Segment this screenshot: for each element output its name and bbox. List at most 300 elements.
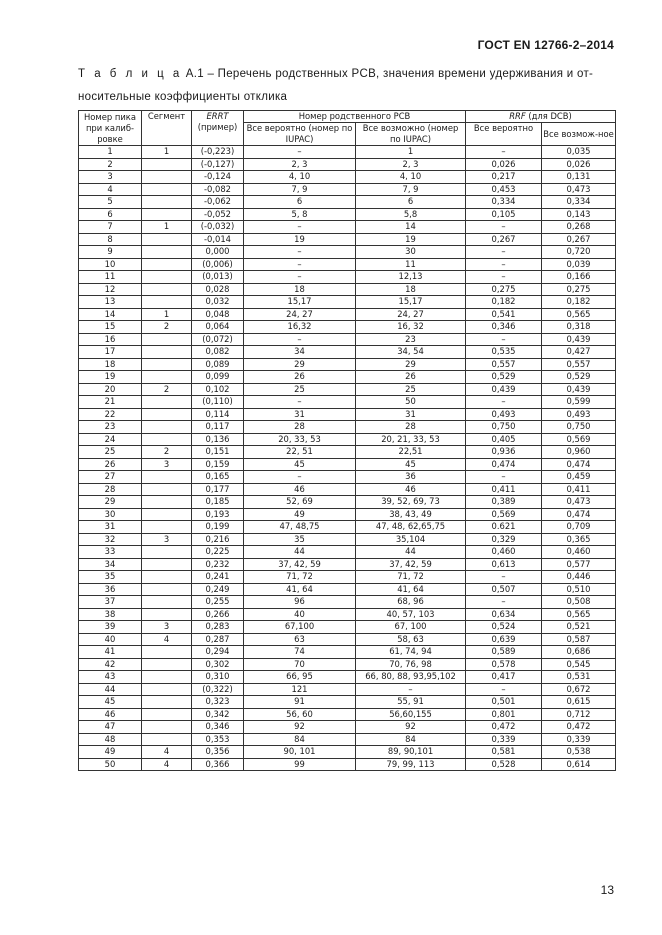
peak-no-cell: 14 — [79, 308, 142, 321]
rrf-possible-cell: 0,474 — [542, 458, 616, 471]
pcb-likely-cell: 7, 9 — [244, 183, 356, 196]
pcb-likely-cell: 22, 51 — [244, 446, 356, 459]
segment-cell — [142, 596, 192, 609]
peak-no-cell: 33 — [79, 546, 142, 559]
pcb-possible-cell: 68, 96 — [356, 596, 466, 609]
table-row — [79, 296, 616, 309]
segment-cell: 1 — [142, 308, 192, 321]
rrf-possible-cell: 0,493 — [542, 408, 616, 421]
pcb-likely-cell: 92 — [244, 721, 356, 734]
segment-cell — [142, 358, 192, 371]
rrf-possible-cell: 0,565 — [542, 608, 616, 621]
errt-cell: 0,225 — [192, 546, 244, 559]
peak-no-cell: 47 — [79, 721, 142, 734]
peak-no-cell: 30 — [79, 508, 142, 521]
peak-no-cell: 16 — [79, 333, 142, 346]
rrf-possible-cell: 0,750 — [542, 421, 616, 434]
segment-cell — [142, 183, 192, 196]
peak-no-cell: 50 — [79, 758, 142, 771]
rrf-likely-cell: 0,493 — [466, 408, 542, 421]
errt-cell: -0,082 — [192, 183, 244, 196]
rrf-likely-cell: 0,105 — [466, 208, 542, 221]
rrf-possible-cell: 0,720 — [542, 246, 616, 259]
table-row — [79, 558, 616, 571]
peak-no-cell: 45 — [79, 696, 142, 709]
pcb-likely-cell: 52, 69 — [244, 496, 356, 509]
rrf-likely-cell: – — [466, 258, 542, 271]
header-errt — [192, 111, 244, 146]
peak-no-cell: 25 — [79, 446, 142, 459]
peak-no-cell: 49 — [79, 746, 142, 759]
rrf-likely-cell: 0,634 — [466, 608, 542, 621]
peak-no-cell: 8 — [79, 233, 142, 246]
pcb-possible-cell: 15,17 — [356, 296, 466, 309]
peak-no-cell: 27 — [79, 471, 142, 484]
rrf-likely-cell: 0,501 — [466, 696, 542, 709]
pcb-possible-cell: 45 — [356, 458, 466, 471]
table-row — [79, 158, 616, 171]
segment-cell — [142, 371, 192, 384]
rrf-possible-cell: 0,365 — [542, 533, 616, 546]
errt-cell: (-0,223) — [192, 146, 244, 159]
table-row — [79, 608, 616, 621]
peak-no-cell: 10 — [79, 258, 142, 271]
pcb-likely-cell: – — [244, 221, 356, 234]
rrf-likely-cell: 0,936 — [466, 446, 542, 459]
segment-cell — [142, 233, 192, 246]
table-row — [79, 208, 616, 221]
segment-cell — [142, 271, 192, 284]
rrf-likely-cell: 0,460 — [466, 546, 542, 559]
table-row — [79, 396, 616, 409]
segment-cell — [142, 721, 192, 734]
rrf-possible-cell: 0,545 — [542, 658, 616, 671]
errt-cell: 0,099 — [192, 371, 244, 384]
pcb-possible-cell: 4, 10 — [356, 171, 466, 184]
header-pcb-possible: Все возможно (номер по IUPAC) — [356, 123, 466, 146]
pcb-likely-cell: 34 — [244, 346, 356, 359]
table-row — [79, 683, 616, 696]
peak-no-cell: 48 — [79, 733, 142, 746]
pcb-possible-cell: 66, 80, 88, 93,95,102 — [356, 671, 466, 684]
rrf-possible-cell: 0,473 — [542, 496, 616, 509]
table-caption — [78, 63, 618, 109]
pcb-likely-cell: 6 — [244, 196, 356, 209]
segment-cell: 2 — [142, 383, 192, 396]
pcb-likely-cell: – — [244, 396, 356, 409]
rrf-likely-cell: 0,453 — [466, 183, 542, 196]
errt-cell: 0,353 — [192, 733, 244, 746]
errt-cell: 0,114 — [192, 408, 244, 421]
peak-no-cell: 18 — [79, 358, 142, 371]
peak-no-cell: 38 — [79, 608, 142, 621]
pcb-possible-cell: 6 — [356, 196, 466, 209]
rrf-likely-cell: 0,528 — [466, 758, 542, 771]
caption-text: А.1 – Перечень родственных PCB, значения времени удерживания и от-носительные коэффициенты отклика — [78, 68, 594, 103]
rrf-likely-cell: 0,507 — [466, 583, 542, 596]
table-row — [79, 408, 616, 421]
rrf-likely-cell: 0.621 — [466, 521, 542, 534]
rrf-likely-cell: 0,535 — [466, 346, 542, 359]
rrf-possible-cell: 0,473 — [542, 183, 616, 196]
peak-no-cell: 1 — [79, 146, 142, 159]
pcb-likely-cell: 99 — [244, 758, 356, 771]
peak-no-cell: 3 — [79, 171, 142, 184]
pcb-likely-cell: 25 — [244, 383, 356, 396]
rrf-possible-cell: 0,529 — [542, 371, 616, 384]
pcb-possible-cell: 25 — [356, 383, 466, 396]
table-body — [79, 146, 616, 771]
table-row — [79, 596, 616, 609]
errt-cell: (0,013) — [192, 271, 244, 284]
pcb-likely-cell: 15,17 — [244, 296, 356, 309]
segment-cell — [142, 408, 192, 421]
errt-cell: 0,302 — [192, 658, 244, 671]
pcb-likely-cell: – — [244, 246, 356, 259]
table-row — [79, 271, 616, 284]
peak-no-cell: 28 — [79, 483, 142, 496]
rrf-likely-cell: 0,026 — [466, 158, 542, 171]
rrf-possible-cell: 0,577 — [542, 558, 616, 571]
pcb-likely-cell: – — [244, 271, 356, 284]
peak-no-cell: 6 — [79, 208, 142, 221]
errt-cell: 0,366 — [192, 758, 244, 771]
table-row — [79, 671, 616, 684]
table-row — [79, 533, 616, 546]
errt-cell: 0,082 — [192, 346, 244, 359]
rrf-possible-cell: 0,712 — [542, 708, 616, 721]
table-row — [79, 383, 616, 396]
peak-no-cell: 20 — [79, 383, 142, 396]
pcb-likely-cell: 91 — [244, 696, 356, 709]
pcb-likely-cell: 44 — [244, 546, 356, 559]
rrf-possible-cell: 0,182 — [542, 296, 616, 309]
peak-no-cell: 15 — [79, 321, 142, 334]
pcb-likely-cell: 19 — [244, 233, 356, 246]
peak-no-cell: 5 — [79, 196, 142, 209]
errt-cell: -0,124 — [192, 171, 244, 184]
peak-no-cell: 11 — [79, 271, 142, 284]
table-row — [79, 421, 616, 434]
rrf-likely-cell: 0,557 — [466, 358, 542, 371]
table-row — [79, 171, 616, 184]
rrf-possible-cell: 0,557 — [542, 358, 616, 371]
errt-cell: 0,342 — [192, 708, 244, 721]
pcb-possible-cell: 38, 43, 49 — [356, 508, 466, 521]
table-row — [79, 746, 616, 759]
pcb-likely-cell: 2, 3 — [244, 158, 356, 171]
rrf-possible-cell: 0,599 — [542, 396, 616, 409]
pcb-possible-cell: 61, 74, 94 — [356, 646, 466, 659]
peak-no-cell: 22 — [79, 408, 142, 421]
table-row — [79, 308, 616, 321]
errt-cell: 0,089 — [192, 358, 244, 371]
pcb-table — [78, 110, 616, 771]
rrf-likely-cell: – — [466, 146, 542, 159]
pcb-likely-cell: 66, 95 — [244, 671, 356, 684]
header-rrf-rest: (для DCB) — [525, 111, 572, 121]
pcb-likely-cell: 26 — [244, 371, 356, 384]
rrf-possible-cell: 0,960 — [542, 446, 616, 459]
rrf-possible-cell: 0,615 — [542, 696, 616, 709]
segment-cell — [142, 521, 192, 534]
pcb-possible-cell: 2, 3 — [356, 158, 466, 171]
pcb-possible-cell: 89, 90,101 — [356, 746, 466, 759]
errt-cell: 0,102 — [192, 383, 244, 396]
pcb-likely-cell: – — [244, 471, 356, 484]
segment-cell: 2 — [142, 321, 192, 334]
segment-cell — [142, 196, 192, 209]
rrf-possible-cell: 0,411 — [542, 483, 616, 496]
peak-no-cell: 7 — [79, 221, 142, 234]
segment-cell — [142, 346, 192, 359]
rrf-possible-cell: 0,531 — [542, 671, 616, 684]
rrf-possible-cell: 0,039 — [542, 258, 616, 271]
standard-code: ГОСТ EN 12766-2–2014 — [477, 38, 614, 52]
rrf-likely-cell: 0,581 — [466, 746, 542, 759]
segment-cell — [142, 508, 192, 521]
table-row — [79, 346, 616, 359]
rrf-likely-cell: 0,182 — [466, 296, 542, 309]
rrf-possible-cell: 0,035 — [542, 146, 616, 159]
rrf-possible-cell: 0,460 — [542, 546, 616, 559]
segment-cell: 4 — [142, 633, 192, 646]
header-rrf-likely: Все вероятно — [466, 123, 542, 146]
peak-no-cell: 31 — [79, 521, 142, 534]
pcb-possible-cell: 12,13 — [356, 271, 466, 284]
pcb-likely-cell: 90, 101 — [244, 746, 356, 759]
errt-cell: 0,249 — [192, 583, 244, 596]
pcb-possible-cell: 79, 99, 113 — [356, 758, 466, 771]
rrf-possible-cell: 0,587 — [542, 633, 616, 646]
peak-no-cell: 46 — [79, 708, 142, 721]
errt-cell: 0,356 — [192, 746, 244, 759]
pcb-likely-cell: 29 — [244, 358, 356, 371]
pcb-possible-cell: 20, 21, 33, 53 — [356, 433, 466, 446]
pcb-possible-cell: 29 — [356, 358, 466, 371]
table-row — [79, 196, 616, 209]
header-peak-no: Номер пика при калиб-ровке — [79, 111, 142, 146]
peak-no-cell: 39 — [79, 621, 142, 634]
page-number: 13 — [600, 883, 614, 897]
rrf-likely-cell: 0,750 — [466, 421, 542, 434]
pcb-likely-cell: 18 — [244, 283, 356, 296]
peak-no-cell: 29 — [79, 496, 142, 509]
segment-cell — [142, 471, 192, 484]
rrf-possible-cell: 0,672 — [542, 683, 616, 696]
pcb-possible-cell: 46 — [356, 483, 466, 496]
pcb-likely-cell: 121 — [244, 683, 356, 696]
peak-no-cell: 21 — [79, 396, 142, 409]
rrf-possible-cell: 0,439 — [542, 383, 616, 396]
errt-cell: (0,006) — [192, 258, 244, 271]
pcb-possible-cell: 18 — [356, 283, 466, 296]
rrf-likely-cell: – — [466, 596, 542, 609]
segment-cell — [142, 421, 192, 434]
pcb-possible-cell: 5,8 — [356, 208, 466, 221]
peak-no-cell: 23 — [79, 421, 142, 434]
rrf-likely-cell: 0,529 — [466, 371, 542, 384]
errt-cell: -0,062 — [192, 196, 244, 209]
errt-cell: 0,159 — [192, 458, 244, 471]
segment-cell: 1 — [142, 221, 192, 234]
pcb-possible-cell: 84 — [356, 733, 466, 746]
pcb-likely-cell: 5, 8 — [244, 208, 356, 221]
rrf-possible-cell: 0,569 — [542, 433, 616, 446]
errt-cell: 0,216 — [192, 533, 244, 546]
errt-cell: 0,241 — [192, 571, 244, 584]
table-row — [79, 571, 616, 584]
rrf-possible-cell: 0,614 — [542, 758, 616, 771]
pcb-possible-cell: 26 — [356, 371, 466, 384]
peak-no-cell: 40 — [79, 633, 142, 646]
errt-cell: 0,064 — [192, 321, 244, 334]
pcb-likely-cell: 20, 33, 53 — [244, 433, 356, 446]
rrf-possible-cell: 0,459 — [542, 471, 616, 484]
table-row — [79, 371, 616, 384]
table-row — [79, 633, 616, 646]
errt-cell: 0,323 — [192, 696, 244, 709]
errt-cell: 0,185 — [192, 496, 244, 509]
errt-cell: 0,266 — [192, 608, 244, 621]
pcb-possible-cell: 28 — [356, 421, 466, 434]
pcb-possible-cell: – — [356, 683, 466, 696]
pcb-possible-cell: 44 — [356, 546, 466, 559]
rrf-likely-cell: 0,639 — [466, 633, 542, 646]
pcb-likely-cell: 74 — [244, 646, 356, 659]
pcb-possible-cell: 37, 42, 59 — [356, 558, 466, 571]
rrf-likely-cell: 0,275 — [466, 283, 542, 296]
table-row — [79, 621, 616, 634]
peak-no-cell: 34 — [79, 558, 142, 571]
errt-cell: (0,072) — [192, 333, 244, 346]
peak-no-cell: 19 — [79, 371, 142, 384]
rrf-likely-cell: 0,472 — [466, 721, 542, 734]
rrf-possible-cell: 0,538 — [542, 746, 616, 759]
rrf-likely-cell: – — [466, 221, 542, 234]
rrf-possible-cell: 0,474 — [542, 508, 616, 521]
rrf-likely-cell: 0,589 — [466, 646, 542, 659]
table-row — [79, 333, 616, 346]
segment-cell — [142, 258, 192, 271]
segment-cell — [142, 433, 192, 446]
table-row — [79, 458, 616, 471]
errt-cell: 0,310 — [192, 671, 244, 684]
rrf-possible-cell: 0,709 — [542, 521, 616, 534]
pcb-likely-cell: 35 — [244, 533, 356, 546]
table-row — [79, 146, 616, 159]
rrf-likely-cell: 0,417 — [466, 671, 542, 684]
pcb-likely-cell: – — [244, 146, 356, 159]
pcb-possible-cell: 39, 52, 69, 73 — [356, 496, 466, 509]
table-row — [79, 696, 616, 709]
errt-cell: 0,177 — [192, 483, 244, 496]
errt-cell: 0,294 — [192, 646, 244, 659]
errt-cell: (-0,127) — [192, 158, 244, 171]
pcb-likely-cell: – — [244, 258, 356, 271]
rrf-possible-cell: 0,686 — [542, 646, 616, 659]
table-row — [79, 708, 616, 721]
rrf-likely-cell: 0,801 — [466, 708, 542, 721]
table-row — [79, 258, 616, 271]
pcb-likely-cell: 45 — [244, 458, 356, 471]
segment-cell — [142, 483, 192, 496]
table-row — [79, 183, 616, 196]
errt-cell: (-0,032) — [192, 221, 244, 234]
pcb-possible-cell: 71, 72 — [356, 571, 466, 584]
segment-cell — [142, 571, 192, 584]
pcb-possible-cell: 7, 9 — [356, 183, 466, 196]
segment-cell — [142, 246, 192, 259]
rrf-possible-cell: 0,131 — [542, 171, 616, 184]
errt-cell: 0,028 — [192, 283, 244, 296]
rrf-possible-cell: 0,508 — [542, 596, 616, 609]
rrf-likely-cell: 0,329 — [466, 533, 542, 546]
rrf-possible-cell: 0,472 — [542, 721, 616, 734]
pcb-possible-cell: 56,60,155 — [356, 708, 466, 721]
peak-no-cell: 17 — [79, 346, 142, 359]
table-row — [79, 283, 616, 296]
rrf-likely-cell: 0,267 — [466, 233, 542, 246]
segment-cell — [142, 283, 192, 296]
segment-cell: 4 — [142, 746, 192, 759]
pcb-possible-cell: 55, 91 — [356, 696, 466, 709]
header-rrf-group — [466, 111, 616, 123]
table-row — [79, 496, 616, 509]
peak-no-cell: 41 — [79, 646, 142, 659]
table-row — [79, 321, 616, 334]
rrf-likely-cell: 0,339 — [466, 733, 542, 746]
pcb-likely-cell: 41, 64 — [244, 583, 356, 596]
header-rrf-label: RRF — [509, 111, 526, 121]
rrf-possible-cell: 0,339 — [542, 733, 616, 746]
rrf-likely-cell: – — [466, 271, 542, 284]
rrf-possible-cell: 0,166 — [542, 271, 616, 284]
table-row — [79, 758, 616, 771]
table-row — [79, 358, 616, 371]
errt-cell: 0,117 — [192, 421, 244, 434]
rrf-likely-cell: 0,578 — [466, 658, 542, 671]
rrf-likely-cell: 0,411 — [466, 483, 542, 496]
pcb-possible-cell: 19 — [356, 233, 466, 246]
pcb-likely-cell: 31 — [244, 408, 356, 421]
segment-cell — [142, 671, 192, 684]
rrf-likely-cell: – — [466, 471, 542, 484]
peak-no-cell: 2 — [79, 158, 142, 171]
table-row — [79, 721, 616, 734]
rrf-possible-cell: 0,446 — [542, 571, 616, 584]
peak-no-cell: 37 — [79, 596, 142, 609]
peak-no-cell: 24 — [79, 433, 142, 446]
table-row — [79, 233, 616, 246]
rrf-possible-cell: 0,143 — [542, 208, 616, 221]
pcb-possible-cell: 47, 48, 62,65,75 — [356, 521, 466, 534]
rrf-likely-cell: 0,524 — [466, 621, 542, 634]
segment-cell — [142, 558, 192, 571]
rrf-likely-cell: 0,613 — [466, 558, 542, 571]
errt-cell: 0,165 — [192, 471, 244, 484]
segment-cell — [142, 658, 192, 671]
pcb-possible-cell: 16, 32 — [356, 321, 466, 334]
rrf-possible-cell: 0,510 — [542, 583, 616, 596]
pcb-likely-cell: 28 — [244, 421, 356, 434]
caption-lead: Т а б л и ц а — [78, 68, 183, 80]
errt-cell: 0,151 — [192, 446, 244, 459]
pcb-possible-cell: 35,104 — [356, 533, 466, 546]
pcb-likely-cell: 96 — [244, 596, 356, 609]
pcb-possible-cell: 31 — [356, 408, 466, 421]
rrf-likely-cell: 0,389 — [466, 496, 542, 509]
